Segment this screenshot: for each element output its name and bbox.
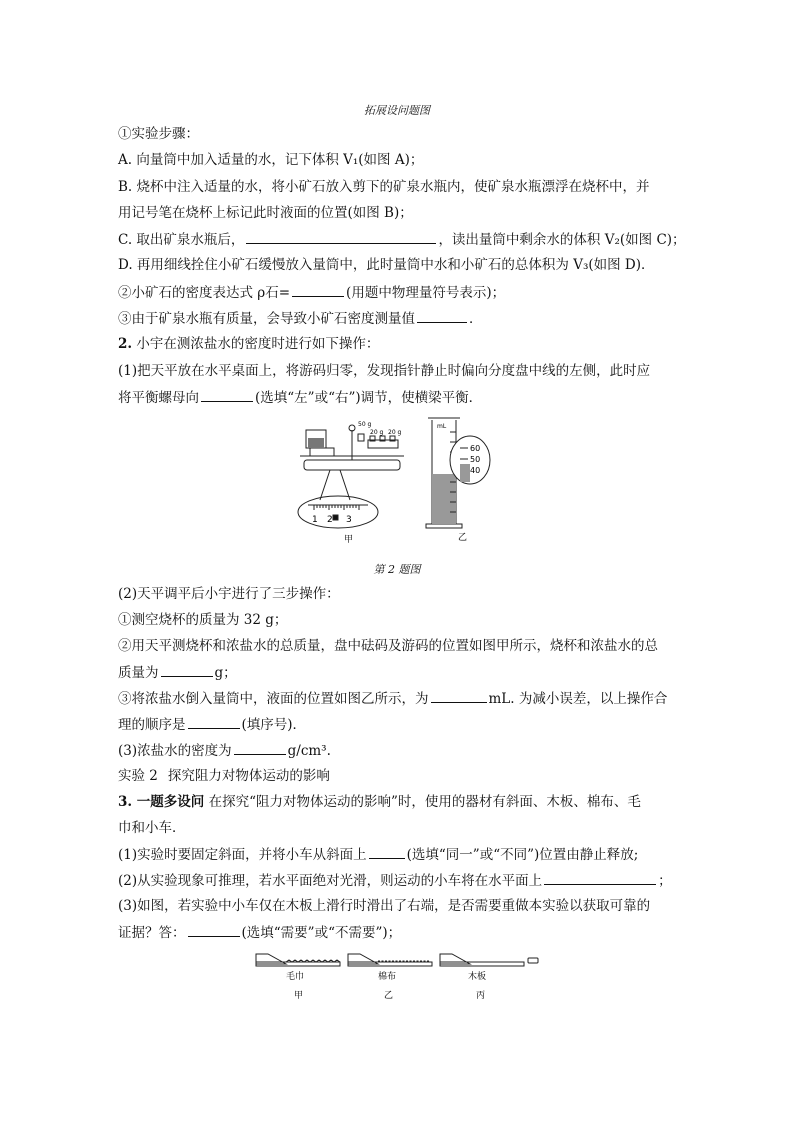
q1-step-c-suffix: ，读出量筒中剩余水的体积 V₂(如图 C)； (438, 232, 686, 248)
ruler-label: 3 (346, 515, 352, 525)
q2-number: 2. (118, 336, 133, 352)
q2-op3-line1 (118, 688, 667, 709)
q2-op2-line2 (118, 662, 237, 683)
q2-op3-suffix: mL. 为减小误差，以上操作合 (488, 691, 668, 707)
q2-part3 (118, 740, 331, 761)
q1-step-b-line1: B. 烧杯中注入适量的水，将小矿石放入剪下的矿泉水瓶内，使矿泉水瓶漂浮在烧杯中，并 (118, 179, 650, 195)
q3-p1-prefix: (1)实验时要固定斜面，并将小车从斜面上 (118, 847, 367, 863)
q2-figure (290, 412, 510, 547)
balance-scale (300, 425, 404, 500)
answer-blank[interactable] (292, 282, 344, 297)
figure-label: 丙 (476, 991, 486, 1001)
q2-figure-caption: 第 2 题图 (373, 563, 421, 576)
answer-blank[interactable] (417, 308, 467, 323)
experiment-2-label: 实验 2 (118, 768, 158, 784)
answer-blank[interactable] (246, 229, 436, 244)
q1-steps-title: ①实验步骤： (118, 126, 199, 142)
answer-blank[interactable] (188, 922, 240, 937)
surface-label: 棉布 (378, 972, 397, 982)
q2-op2-line1: ②用天平测烧杯和浓盐水的总质量，盘中砝码及游码的位置如图甲所示，烧杯和浓盐水的总 (118, 638, 658, 654)
q2-op3-prefix: ③将浓盐水倒入量筒中，液面的位置如图乙所示，为 (118, 691, 429, 707)
ruler-label: 2 (327, 515, 333, 525)
q1-step-b-line2: 用记号笔在烧杯上标记此时液面的位置(如图 B)； (118, 205, 413, 221)
q1-err-suffix: ． (469, 311, 483, 327)
q3-part2 (118, 870, 672, 891)
q2-order-prefix: 理的顺序是 (118, 717, 186, 733)
q2-order-suffix: (填序号)． (241, 717, 307, 733)
q3-part3-line2 (118, 922, 401, 943)
q3-figure (252, 946, 552, 1004)
q1-step-a: A. 向量筒中加入适量的水，记下体积 V₁(如图 A)； (118, 152, 424, 168)
q2-op1: ①测空烧杯的质量为 32 g； (118, 612, 288, 628)
q3-p3-suffix: (选填“需要”或“不需要”)； (241, 925, 402, 941)
answer-blank[interactable] (544, 870, 656, 885)
cylinder-scale: 40 (470, 466, 481, 475)
incline-board (440, 954, 538, 966)
q3-part3-line1: (3)如图，若实验中小车仅在木板上滑行时滑出了右端，是否需要重做本实验以获取可靠的 (118, 898, 651, 914)
q2-p3-suffix: g/cm³. (287, 743, 331, 759)
q1-err-prefix: ③由于矿泉水瓶有质量，会导致小矿石密度测量值 (118, 311, 415, 327)
q2-p1-prefix: 将平衡螺母向 (118, 390, 199, 406)
surface-label: 木板 (468, 972, 487, 982)
weight-label: 20 g (370, 429, 384, 436)
experiment-2-title: 探究阻力对物体运动的影响 (167, 768, 330, 784)
q3-intro-text: 在探究“阻力对物体运动的影响”时，使用的器材有斜面、木板、棉布、毛 (204, 794, 641, 810)
q2-intro (118, 334, 379, 354)
q2-p1-suffix: (选填“左”或“右”)调节，使横梁平衡． (255, 390, 483, 406)
q1-step-c (118, 229, 686, 250)
cylinder-unit: mL (437, 423, 447, 430)
figure-label: 乙 (384, 991, 394, 1001)
q1-expr-suffix: (用题中物理量符号表示)； (346, 285, 506, 301)
incline-cotton (348, 954, 432, 966)
rider-scale-magnifier (298, 496, 378, 528)
q2-op2-prefix: 质量为 (118, 665, 159, 681)
q2-op3-line2 (118, 714, 306, 735)
q2-p3-prefix: (3)浓盐水的密度为 (118, 743, 232, 759)
q3-part1 (118, 844, 638, 865)
answer-blank[interactable] (369, 844, 405, 859)
q2-part1-line2 (118, 387, 482, 408)
q3-intro-line2: 巾和小车． (118, 820, 186, 836)
q3-tag: 一题多设问 (132, 794, 205, 810)
cylinder-scale: 50 (470, 455, 481, 464)
answer-blank[interactable] (234, 740, 286, 755)
q3-p2-suffix: ； (658, 873, 672, 889)
q3-p3-prefix: 证据？答： (118, 925, 186, 941)
weight-label: 50 g (358, 421, 372, 428)
figure-label: 甲 (294, 991, 304, 1001)
q2-part1-line1: (1)把天平放在水平桌面上，将游码归零，发现指针静止时偏向分度盘中线的左侧，此时应 (118, 363, 651, 379)
weight-label: 20 g (388, 429, 402, 436)
graduated-cylinder (426, 418, 490, 528)
q1-step-c-prefix: C. 取出矿泉水瓶后， (118, 232, 245, 248)
incline-towel (256, 954, 340, 966)
q3-number: 3. (118, 794, 133, 810)
cylinder-scale: 60 (470, 444, 481, 453)
q3-intro-line1 (118, 792, 641, 812)
q1-error-question (118, 308, 483, 329)
q2-intro-text: 小宇在测浓盐水的密度时进行如下操作： (132, 336, 380, 352)
q1-step-d: D. 再用细线拴住小矿石缓慢放入量筒中，此时量筒中水和小矿石的总体积为 V₃(如图 D)． (118, 257, 655, 273)
figure-label-right: 乙 (458, 533, 468, 543)
q3-p1-suffix: (选填“同一”或“不同”)位置由静止释放; (406, 847, 639, 863)
q1-expr-prefix: ②小矿石的密度表达式 ρ石= (118, 285, 291, 301)
q2-part2: (2)天平调平后小宇进行了三步操作： (118, 586, 340, 602)
q1-density-expression (118, 282, 505, 303)
top-figure-caption: 拓展设问题图 (364, 104, 430, 117)
figure-label-left: 甲 (344, 535, 354, 545)
answer-blank[interactable] (161, 662, 213, 677)
q3-p2-prefix: (2)从实验现象可推理，若水平面绝对光滑，则运动的小车将在水平面上 (118, 873, 543, 889)
q2-op2-suffix: g； (214, 665, 237, 681)
experiment-2-heading (118, 766, 330, 786)
answer-blank[interactable] (201, 387, 253, 402)
answer-blank[interactable] (431, 688, 487, 703)
ruler-label: 1 (312, 515, 318, 525)
surface-label: 毛巾 (286, 972, 305, 982)
answer-blank[interactable] (188, 714, 240, 729)
